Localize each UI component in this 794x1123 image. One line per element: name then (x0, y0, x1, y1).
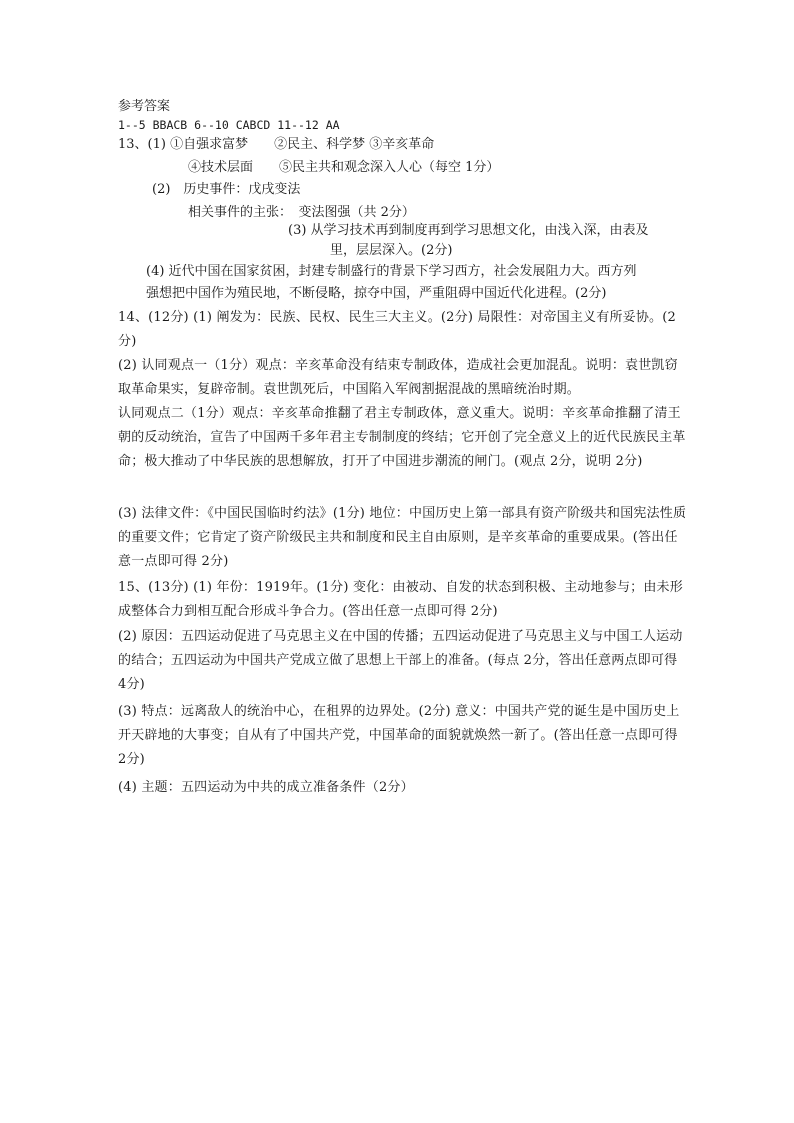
q14-part-3: (3) 法律文件：《中国民国临时约法》(1分) 地位：中国历史上第一部具有资产阶级共和国宪法性质的重要文件；它肯定了资产阶级民主共和制度和民主自由原则，是辛亥革命的重要成果。(答出任意一点即可得 2分) (118, 506, 687, 569)
q14-part-2-view-2: 认同观点二（1分）观点：辛亥革命推翻了君主专制政体，意义重大。说明：辛亥革命推翻了清王朝的反动统治，宣告了中国两千多年君主专制制度的终结；它开创了完全意义上的近代民族民主革命；极大推动了中华民族的思想解放，打开了中国进步潮流的闸门。(观点 2分，说明 2分) (118, 406, 686, 469)
q13-line-1: 13、(1) ①自强求富梦 ②民主、科学梦 ③辛亥革命 (118, 137, 435, 152)
multiple-choice-answers: 1--5 BBACB 6--10 CABCD 11--12 AA (118, 118, 340, 132)
q15-part-4: (4) 主题：五四运动为中共的成立准备条件（2分） (118, 780, 414, 795)
q13-line-2: ④技术层面 ⑤民主共和观念深入人心（每空 1分） (188, 160, 500, 175)
q13-line-3: (2) 历史事件：戊戌变法 (152, 182, 301, 197)
q13-line-8: 强想把中国作为殖民地，不断侵略，掠夺中国，严重阻碍中国近代化进程。(2分) (146, 286, 607, 301)
q13-line-6: 里，层层深入。(2分) (330, 243, 453, 258)
q13-line-7: (4) 近代中国在国家贫困，封建专制盛行的背景下学习西方，社会发展阻力大。西方列 (146, 264, 637, 279)
q15-part-2: (2) 原因：五四运动促进了马克思主义在中国的传播；五四运动促进了马克思主义与中国工人运动的结合；五四运动为中国共产党成立做了思想上干部上的准备。(每点 2分，答出任意两点即可得 4分) (118, 629, 683, 692)
q13-line-4: 相关事件的主张： 变法图强（共 2分） (188, 205, 415, 220)
q14-part-1: 14、(12分) (1) 阐发为：民族、民权、民生三大主义。(2分) 局限性：对帝国主义有所妥协。(2分) (118, 310, 676, 349)
q15-part-1: 15、(13分) (1) 年份：1919年。(1分) 变化：由被动、自发的状态到积极、主动地参与；由未形成整体合力到相互配合形成斗争合力。(答出任意一点即可得 2分) (118, 580, 683, 619)
doc-title: 参考答案 (118, 99, 171, 114)
q15-part-3: (3) 特点：远离敌人的统治中心，在租界的边界处。(2分) 意义：中国共产党的诞生是中国历史上开天辟地的大事变；自从有了中国共产党，中国革命的面貌就焕然一新了。(答出任意一点即可得 2分) (118, 704, 680, 767)
q13-line-5: (3) 从学习技术再到制度再到学习思想文化，由浅入深，由表及 (288, 223, 649, 238)
q14-part-2: (2) 认同观点一（1分）观点：辛亥革命没有结束专制政体，造成社会更加混乱。说明：袁世凯窃取革命果实，复辟帝制。袁世凯死后，中国陷入军阀割据混战的黑暗统治时期。 (118, 358, 678, 397)
